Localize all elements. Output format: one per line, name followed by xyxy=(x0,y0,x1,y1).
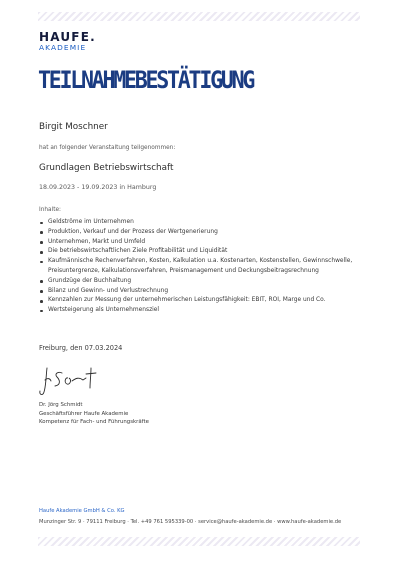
haufe-akademie-logo xyxy=(39,31,96,51)
signer-name: Dr. Jörg Schmidt xyxy=(39,402,83,408)
list-item: Produktion, Verkauf und der Prozess der Wertgenerierung xyxy=(39,228,369,238)
event-title: Grundlagen Betriebswirtschaft xyxy=(39,163,174,173)
signer-tagline: Kompetenz für Fach- und Führungskräfte xyxy=(39,419,149,426)
top-decorative-stripe xyxy=(38,12,360,21)
footer-address: Munzinger Str. 9 · 79111 Freiburg · Tel. +49 761 595339-00 · service@haufe-akademie.de · www.haufe-akademie.de xyxy=(39,519,342,525)
contents-label: Inhalte: xyxy=(39,207,62,213)
place-and-date: Freiburg, den 07.03.2024 xyxy=(39,344,123,352)
list-item: Unternehmen, Markt und Umfeld xyxy=(39,238,369,248)
list-item: Wertsteigerung als Unternehmensziel xyxy=(39,306,369,316)
list-item: Bilanz und Gewinn- und Verlustrechnung xyxy=(39,287,369,297)
event-dates: 18.09.2023 - 19.09.2023 in Hamburg xyxy=(39,184,157,191)
intro-text: hat an folgender Veranstaltung teilgenommen: xyxy=(39,145,176,151)
logo-subtitle: AKADEMIE xyxy=(39,43,87,52)
list-item: Geldströme im Unternehmen xyxy=(39,218,369,228)
logo-wordmark: HAUFE. xyxy=(39,30,96,44)
list-item: Kaufmännische Rechenverfahren, Kosten, Kalkulation u.a. Kostenarten, Kostenstellen, Gewinnschwelle, Preisuntergrenze, Kalkulationsverfahren, Preismanagement und Deckungsbeitragsrechnung xyxy=(39,257,369,277)
signer-role: Geschäftsführer Haufe Akademie xyxy=(39,410,129,417)
contents-list xyxy=(39,218,369,316)
bottom-decorative-stripe xyxy=(38,537,360,546)
signer-block xyxy=(39,401,149,427)
document-title: TEILNAHMEBESTÄTIGUNG xyxy=(38,66,254,94)
signature-image xyxy=(38,364,98,398)
list-item: Kennzahlen zur Messung der unternehmerischen Leistungsfähigkeit: EBIT, ROI, Marge und Co. xyxy=(39,296,369,306)
footer-company: Haufe Akademie GmbH & Co. KG xyxy=(39,508,125,514)
list-item: Die betriebswirtschaftlichen Ziele Profitabilität und Liquidität xyxy=(39,247,369,257)
list-item: Grundzüge der Buchhaltung xyxy=(39,277,369,287)
participant-name: Birgit Moschner xyxy=(39,122,108,132)
